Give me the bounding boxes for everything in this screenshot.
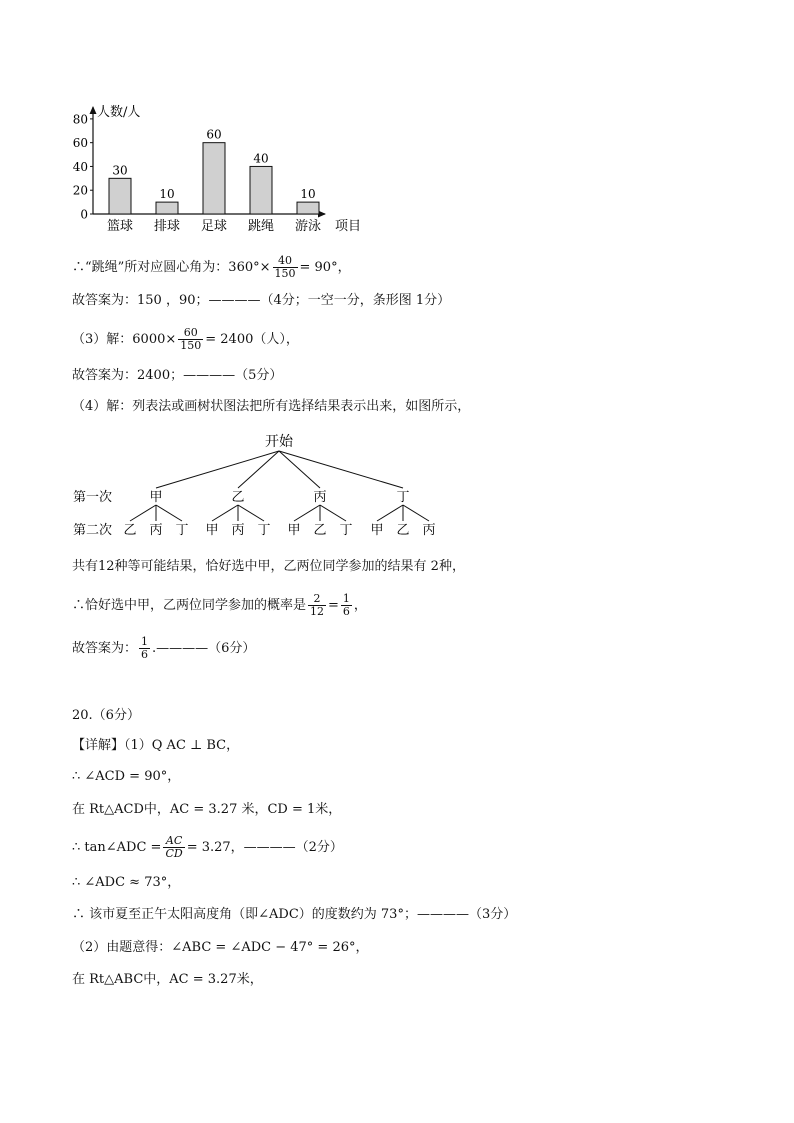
tree-branch [238,505,264,521]
data-label: 60 [206,127,222,142]
detail-line-3: 在 Rt△ACD中，AC = 3.27 米，CD = 1米， [72,802,342,817]
tree-branch [320,505,346,521]
tree-branch [212,505,238,521]
tree-node-second: 丙 [231,523,245,538]
bar [109,178,131,214]
data-label: 30 [112,163,128,178]
y-axis-arrow [90,106,97,114]
bar [203,143,225,214]
tree-node-second: 甲 [287,523,301,538]
tree-node-second: 甲 [370,523,384,538]
tree-node-second: 甲 [205,523,219,538]
x-tick-label: 篮球 [106,219,134,234]
answer-line-3: 故答案为：2400；————（5分） [72,368,283,383]
fraction: $\frac{1}{6}$ [141,635,149,661]
tree-branch [130,505,156,521]
y-axis-label: 人数/人 [97,105,141,120]
tree-node-second: 丁 [257,523,271,538]
data-label: 40 [253,151,269,166]
tree-node-first: 甲 [149,490,163,505]
data-label: 10 [300,187,316,202]
tree-node-second: 乙 [123,523,137,538]
tree-branch [156,451,279,488]
data-label: 10 [159,187,175,202]
x-tick-label: 足球 [200,219,228,234]
row-label-second: 第二次 [73,523,113,538]
tree-branch [279,451,403,488]
fraction: $\frac{40}{150}$ [274,254,296,280]
bar [156,202,178,214]
y-tick-label: 60 [72,136,88,151]
detail-line-6: ∴ 该市夏至正午太阳高度角（即∠ADC）的度数约为 73°；————（3分） [72,907,517,922]
result-count-line: 共有12种等可能结果，恰好选中甲，乙两位同学参加的结果有 2种， [72,559,465,574]
tree-branch [377,505,403,521]
tree-node-first: 丙 [313,490,327,505]
tree-branch [238,451,279,488]
detail-line-2: ∴ ∠ACD = 90°， [72,769,181,784]
x-tick-label: 游泳 [294,219,322,234]
fraction: $\frac{1}{6}$ [342,592,350,618]
tree-diagram [70,428,470,538]
question-20-heading: 20.（6分） [72,708,140,723]
probability-line: ∴恰好选中甲，乙两位同学参加的概率是 $\frac{2}{12}$ = $\frac{1}{6}$ ， [72,592,367,618]
tree-node-second: 丙 [422,523,436,538]
y-tick-label: 40 [72,159,88,174]
bar-chart [60,95,400,240]
part3-line: （3）解：6000× $\frac{60}{150}$ = 2400（人）， [72,326,299,352]
bar [250,166,272,214]
tree-node-second: 乙 [396,523,410,538]
detail-line-1: 【详解】（1）Q AC ⊥ BC， [72,738,240,753]
tree-branch [279,451,320,488]
tree-root: 开始 [265,434,293,450]
fraction: $\frac{AC}{CD}$ [165,834,183,860]
x-axis-label: 项目 [335,219,362,234]
y-tick-label: 20 [72,183,88,198]
fraction: $\frac{2}{12}$ [310,592,325,618]
y-tick-label: 80 [72,112,88,127]
bar [297,202,319,214]
tree-node-second: 丙 [149,523,163,538]
tree-node-second: 丁 [339,523,353,538]
detail-line-7: （2）由题意得：∠ABC = ∠ADC − 47° = 26°， [72,940,369,955]
tree-branch [294,505,320,521]
tree-branch [156,505,182,521]
tan-line: ∴ tan∠ADC = $\frac{AC}{CD}$ = 3.27，————（2分） [72,834,343,860]
x-tick-label: 排球 [153,219,181,234]
tree-node-second: 丁 [175,523,189,538]
tree-node-first: 丁 [396,490,410,505]
tree-branch [403,505,429,521]
y-tick-label: 0 [80,207,88,222]
circle-angle-line: ∴“跳绳”所对应圆心角为：360°× $\frac{40}{150}$ = 90°， [72,254,351,280]
answer-line-4: 故答案为： $\frac{1}{6}$ .————（6分） [72,635,256,661]
fraction: $\frac{60}{150}$ [180,326,202,352]
tree-node-first: 乙 [231,490,245,505]
detail-line-8: 在 Rt△ABC中，AC = 3.27米， [72,972,263,987]
detail-line-5: ∴ ∠ADC ≈ 73°， [72,875,181,890]
row-label-first: 第一次 [73,490,113,505]
x-tick-label: 跳绳 [247,219,275,234]
answer-line-2: 故答案为：150 ，90；————（4分；一空一分，条形图 1分） [72,293,451,308]
part4-line: （4）解：列表法或画树状图法把所有选择结果表示出来，如图所示， [72,399,471,414]
tree-node-second: 乙 [313,523,327,538]
